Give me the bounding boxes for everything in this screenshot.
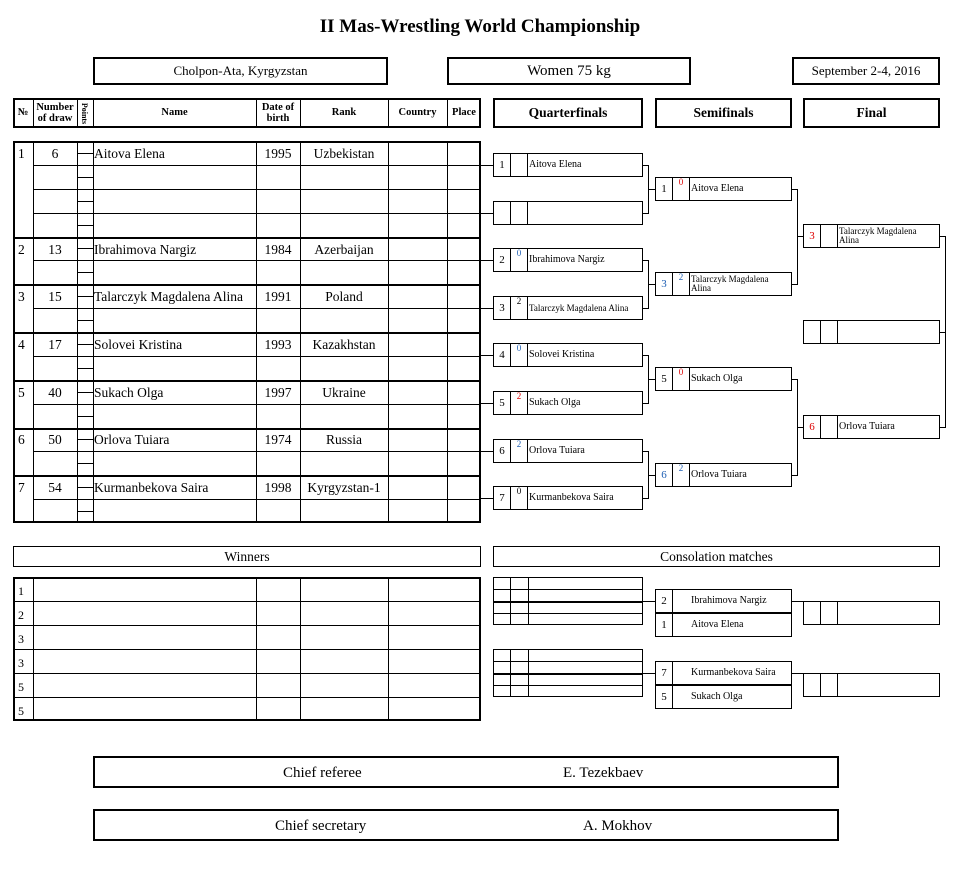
connector-line [797, 236, 803, 237]
winner-place: 5 [18, 704, 24, 718]
qf-num: 4 [494, 344, 511, 366]
col-no: № [17, 107, 29, 119]
connector-line [643, 673, 655, 674]
qf-score: 2 [511, 392, 528, 414]
row-name: Talarczyk Magdalena Alina [94, 289, 243, 304]
qf-name: Solovei Kristina [529, 349, 595, 360]
consolation-name: Sukach Olga [691, 691, 743, 702]
qf-score [511, 202, 528, 224]
points-cell-line [77, 404, 93, 405]
points-cell-line [77, 511, 93, 512]
row-name: Ibrahimova Nargiz [94, 242, 197, 257]
connector-line [648, 379, 655, 380]
connector-line [945, 236, 946, 428]
connector-line [493, 613, 643, 614]
row-dob: 1995 [264, 146, 292, 161]
qf-score: 2 [511, 297, 528, 319]
final-name: Talarczyk Magdalena Alina [839, 226, 917, 245]
row-dob: 1998 [264, 480, 292, 495]
qf-name: Orlova Tuiara [529, 445, 585, 456]
consolation-num: 5 [656, 686, 673, 708]
sf-name: Sukach Olga [691, 373, 743, 384]
category-box [447, 57, 691, 85]
row-no: 1 [18, 146, 25, 161]
category-text: Women 75 kg [527, 62, 611, 79]
qf-slot [493, 343, 643, 367]
qf-score: 0 [511, 487, 528, 509]
table-row-line [33, 260, 481, 261]
row-draw: 17 [48, 337, 62, 352]
points-cell-line [77, 284, 93, 285]
row-draw: 50 [48, 432, 62, 447]
final-slot [803, 224, 940, 248]
connector-line [528, 577, 529, 625]
qf-name: Kurmanbekova Saira [529, 492, 614, 503]
consolation-result-num [804, 602, 821, 624]
col-rank: Rank [331, 107, 357, 119]
row-dob: 1991 [264, 289, 292, 304]
dates-text: September 2-4, 2016 [811, 63, 921, 78]
table-row-line [33, 451, 481, 452]
sf-slot [655, 272, 792, 296]
connector-line [648, 475, 655, 476]
location-box [93, 57, 388, 85]
connector-line [493, 661, 643, 662]
consolation-slot [655, 685, 792, 709]
row-draw: 54 [48, 480, 62, 495]
sf-num: 3 [656, 273, 673, 295]
points-cell-line [77, 308, 93, 309]
points-cell-line [77, 320, 93, 321]
row-name: Aitova Elena [94, 146, 165, 161]
connector-line [797, 189, 798, 285]
winner-place: 5 [18, 680, 24, 694]
sf-num: 5 [656, 368, 673, 390]
row-no: 6 [18, 432, 25, 447]
points-cell-line [77, 201, 93, 202]
final-score [821, 416, 838, 438]
points-cell-line [77, 225, 93, 226]
table-row-line [33, 499, 481, 500]
final-name: Orlova Tuiara [839, 421, 895, 432]
consolation-result-num [804, 674, 821, 696]
points-cell-line [77, 439, 93, 440]
points-cell-line [77, 463, 93, 464]
winners-row-line [13, 625, 481, 626]
qf-score: 0 [511, 249, 528, 271]
table-row-line [33, 308, 481, 309]
consolation-result [803, 673, 940, 697]
sf-slot [655, 463, 792, 487]
sf-score: 0 [673, 368, 690, 390]
consolation-name: Kurmanbekova Saira [691, 667, 776, 678]
quarterfinals-header [493, 98, 643, 128]
winners-title: Winners [224, 548, 270, 564]
table-row-line [33, 356, 481, 357]
points-cell-line [77, 475, 93, 476]
points-cell-line [77, 428, 93, 429]
consolation-result-score [821, 674, 838, 696]
final-header [803, 98, 940, 128]
row-name: Orlova Tuiara [94, 432, 170, 447]
sf-score: 0 [673, 178, 690, 200]
points-cell-line [77, 177, 93, 178]
sf-name: Orlova Tuiara [691, 469, 747, 480]
qf-slot [493, 296, 643, 320]
points-cell-line [77, 332, 93, 333]
points-cell-line [77, 237, 93, 238]
consolation-slot [655, 613, 792, 637]
connector-line [510, 577, 511, 625]
row-no: 4 [18, 337, 25, 352]
winner-place: 2 [18, 608, 24, 622]
qf-num: 3 [494, 297, 511, 319]
points-cell-line [77, 141, 93, 142]
qf-connector [481, 260, 493, 261]
connector-line [493, 589, 643, 590]
sf-slot [655, 177, 792, 201]
final-slot [803, 415, 940, 439]
sf-name: Talarczyk Magdalena Alina [691, 274, 769, 293]
final-num: 6 [804, 416, 821, 438]
row-rank: Azerbaijan [314, 242, 374, 257]
points-cell-line [77, 260, 93, 261]
connector-line [510, 649, 511, 697]
points-cell-line [77, 248, 93, 249]
points-cell-line [77, 165, 93, 166]
row-rank: Russia [325, 432, 362, 447]
row-rank: Ukraine [322, 385, 366, 400]
qf-connector [481, 213, 493, 214]
semifinals-header [655, 98, 792, 128]
row-draw: 6 [51, 146, 59, 161]
chief-secretary-name: A. Mokhov [583, 818, 653, 834]
page-title: II Mas-Wrestling World Championship [319, 16, 641, 37]
points-cell-line [77, 380, 93, 381]
quarterfinals-label: Quarterfinals [528, 105, 608, 120]
points-cell-line [77, 153, 93, 154]
qf-name: Talarczyk Magdalena Alina [529, 302, 629, 313]
row-draw: 40 [48, 385, 62, 400]
points-cell-line [77, 416, 93, 417]
points-cell-line [77, 296, 93, 297]
col-dob: Date of birth [261, 101, 295, 124]
row-no: 2 [18, 242, 25, 257]
col-draw: Number of draw [36, 101, 74, 124]
qf-connector [481, 403, 493, 404]
consolation-slot [655, 661, 792, 685]
qf-num [494, 202, 511, 224]
winner-place: 3 [18, 632, 24, 646]
winners-row-line [13, 697, 481, 698]
connector-line [493, 685, 643, 686]
row-rank: Kazakhstan [312, 337, 376, 352]
final-name [839, 321, 937, 343]
winners-header [13, 546, 481, 567]
connector-line [792, 601, 803, 602]
row-name: Kurmanbekova Saira [94, 480, 209, 495]
qf-slot [493, 439, 643, 463]
row-draw: 13 [48, 242, 62, 257]
semifinals-label: Semifinals [693, 105, 754, 120]
sf-num: 1 [656, 178, 673, 200]
connector-line [940, 332, 945, 333]
chief-secretary-label: Chief secretary [275, 818, 367, 834]
qf-num: 6 [494, 440, 511, 462]
consolation-num: 7 [656, 662, 673, 684]
winners-row-line [13, 649, 481, 650]
final-slot [803, 320, 940, 344]
table-row-line [33, 404, 481, 405]
consolation-result-score [821, 602, 838, 624]
final-label: Final [856, 105, 887, 120]
row-draw: 15 [48, 289, 62, 304]
row-no: 5 [18, 385, 25, 400]
connector-line [528, 649, 529, 697]
chief-referee-label: Chief referee [283, 765, 362, 781]
qf-name: Sukach Olga [529, 397, 581, 408]
final-num: 3 [804, 225, 821, 247]
points-cell-line [77, 368, 93, 369]
points-cell-line [77, 189, 93, 190]
final-score [821, 225, 838, 247]
row-dob: 1984 [264, 242, 292, 257]
consolation-name: Aitova Elena [691, 619, 744, 630]
qf-slot [493, 201, 643, 225]
qf-connector [481, 308, 493, 309]
col-place: Place [452, 107, 476, 119]
table-row-line [33, 165, 481, 166]
qf-score: 2 [511, 440, 528, 462]
consolation-header [493, 546, 940, 567]
points-cell-line [77, 392, 93, 393]
qf-connector [481, 165, 493, 166]
consolation-slot [655, 589, 792, 613]
row-no: 7 [18, 480, 25, 495]
qf-slot [493, 248, 643, 272]
qf-name [529, 202, 640, 224]
final-num [804, 321, 821, 343]
points-cell-line [77, 487, 93, 488]
qf-name: Ibrahimova Nargiz [529, 254, 605, 265]
qf-connector [481, 355, 493, 356]
sf-num: 6 [656, 464, 673, 486]
row-rank: Poland [325, 289, 363, 304]
table-row-line [33, 213, 481, 214]
consolation-title: Consolation matches [660, 548, 773, 564]
points-cell-line [77, 451, 93, 452]
sf-score: 2 [673, 273, 690, 295]
consolation-num: 2 [656, 590, 673, 612]
sf-slot [655, 367, 792, 391]
row-dob: 1993 [264, 337, 292, 352]
row-rank: Uzbekistan [313, 146, 375, 161]
winner-place: 3 [18, 656, 24, 670]
connector-line [797, 427, 803, 428]
points-cell-line [77, 356, 93, 357]
sf-name: Aitova Elena [691, 183, 744, 194]
points-cell-line [77, 213, 93, 214]
connector-line [643, 601, 655, 602]
col-points [77, 98, 93, 128]
connector-line [648, 284, 655, 285]
col-points-text: Points [80, 102, 90, 124]
connector-line [493, 601, 643, 603]
consolation-name: Ibrahimova Nargiz [691, 595, 767, 606]
row-name: Sukach Olga [94, 385, 164, 400]
qf-connector [481, 451, 493, 452]
points-cell-line [77, 499, 93, 500]
connector-line [493, 673, 643, 675]
qf-slot [493, 153, 643, 177]
col-country: Country [398, 107, 437, 119]
qf-score: 0 [511, 344, 528, 366]
table-row-line [33, 189, 481, 190]
connector-line [792, 673, 803, 674]
row-dob: 1997 [264, 385, 292, 400]
connector-line [648, 189, 655, 190]
winners-row-line [13, 673, 481, 674]
chief-referee-box [93, 756, 839, 788]
final-score [821, 321, 838, 343]
qf-connector [481, 498, 493, 499]
col-name: Name [161, 107, 188, 119]
points-cell-line [77, 272, 93, 273]
winner-place: 1 [18, 584, 24, 598]
qf-num: 5 [494, 392, 511, 414]
qf-slot [493, 391, 643, 415]
winners-row-line [13, 601, 481, 602]
sf-score: 2 [673, 464, 690, 486]
consolation-result [803, 601, 940, 625]
row-rank: Kyrgyzstan-1 [307, 480, 381, 495]
chief-secretary-box [93, 809, 839, 841]
qf-num: 1 [494, 154, 511, 176]
qf-slot [493, 486, 643, 510]
row-no: 3 [18, 289, 25, 304]
consolation-num: 1 [656, 614, 673, 636]
qf-score [511, 154, 528, 176]
qf-num: 2 [494, 249, 511, 271]
chief-referee-name: E. Tezekbaev [563, 765, 644, 781]
qf-num: 7 [494, 487, 511, 509]
row-name: Solovei Kristina [94, 337, 183, 352]
row-dob: 1974 [264, 432, 292, 447]
points-cell-line [77, 344, 93, 345]
qf-name: Aitova Elena [529, 159, 582, 170]
location-text: Cholpon-Ata, Kyrgyzstan [173, 63, 308, 78]
dates-box [792, 57, 940, 85]
